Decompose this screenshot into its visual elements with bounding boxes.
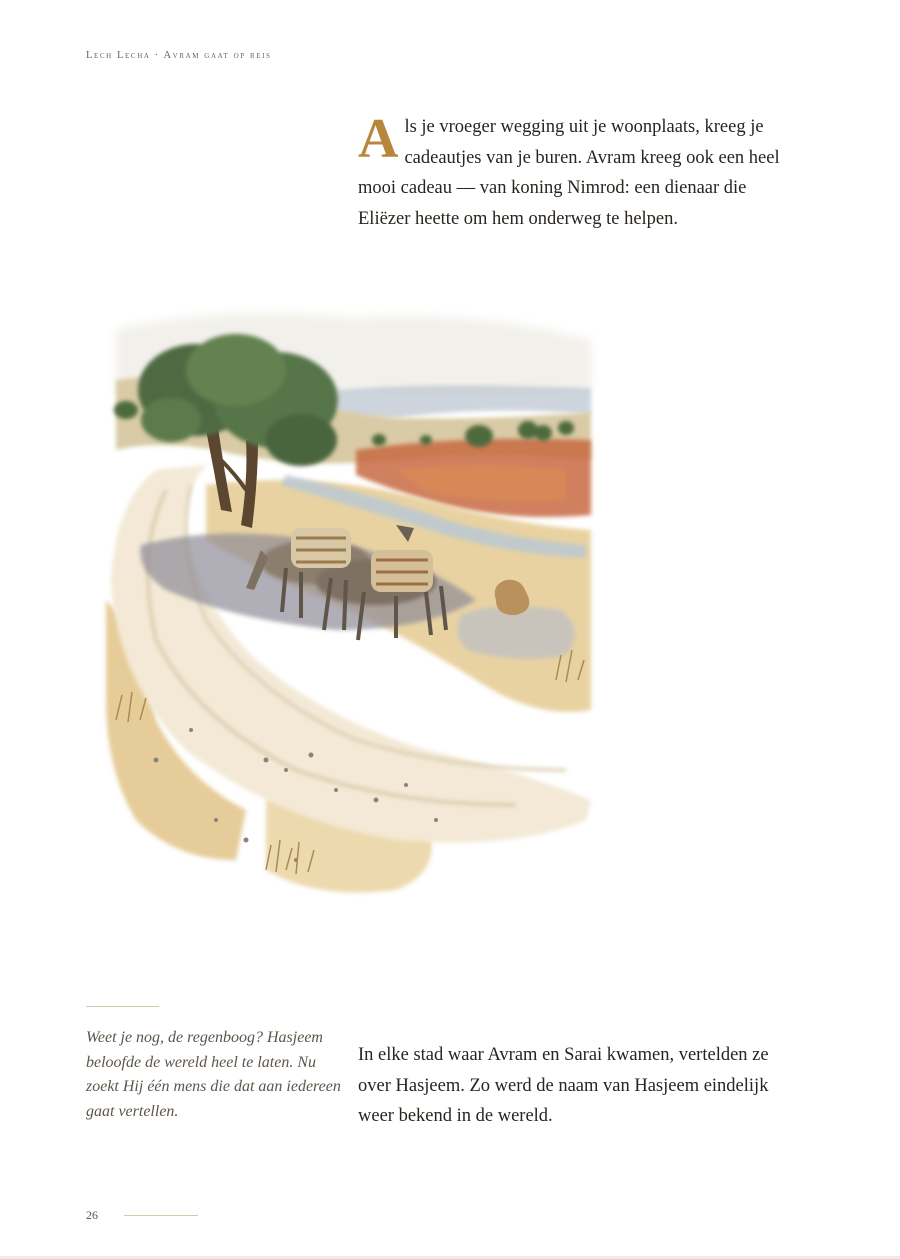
drop-cap: A xyxy=(358,108,399,170)
body-paragraph: In elke stad waar Avram en Sarai kwamen, vertelden ze over Hasjeem. Zo werd de naam van Hasjeem eindelijk weer bekend in de wereld. xyxy=(358,1045,769,1126)
sidenote: Weet je nog, de regenboog? Hasjeem beloofde de wereld heel te laten. Nu zoekt Hij één mens die dat aan iedereen gaat vertellen. xyxy=(86,1029,341,1120)
running-head: Lech Lecha · Avram gaat op reis xyxy=(86,50,272,61)
page-number: 26 xyxy=(86,1208,98,1222)
sidenote-rule xyxy=(86,1006,159,1007)
intro-text: ls je vroeger wegging uit je woonplaats, kreeg je cadeautjes van je buren. Avram kreeg ook een heel mooi cadeau — van koning Nimrod: een dienaar die Eliëzer heette om hem onderweg te helpen. xyxy=(358,117,780,229)
watercolor-illustration xyxy=(96,300,606,910)
folio-rule xyxy=(124,1215,198,1216)
intro-paragraph xyxy=(358,108,798,234)
